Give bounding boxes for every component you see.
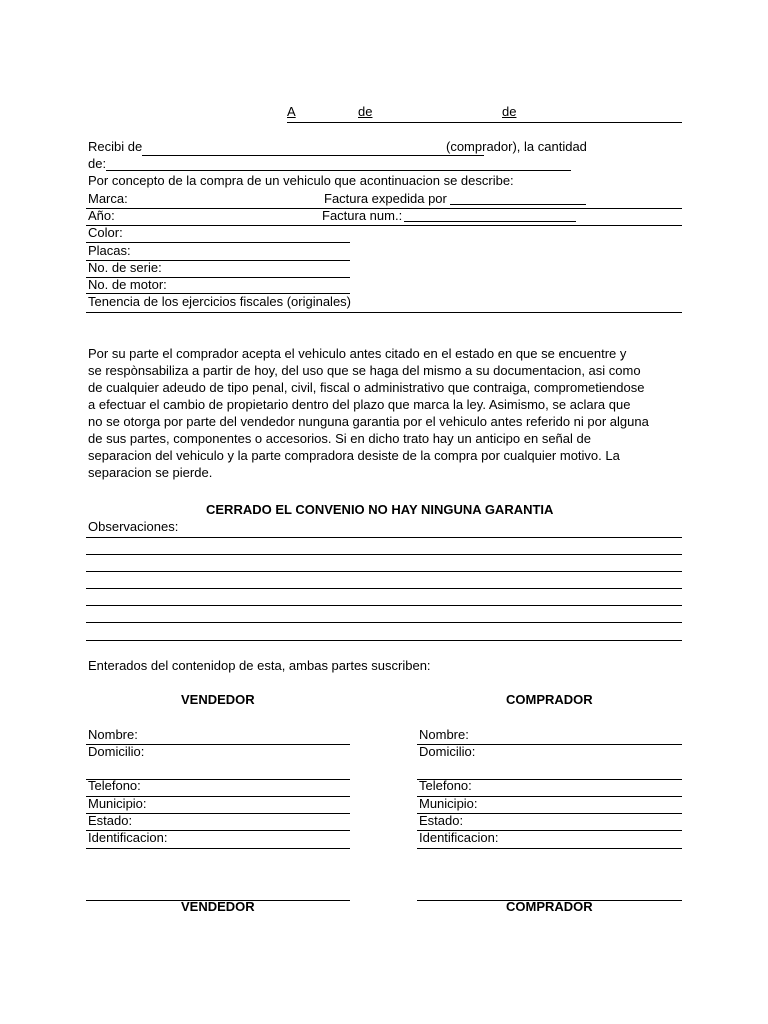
tenencia-line[interactable] bbox=[86, 312, 682, 313]
vendedor-signature-label: VENDEDOR bbox=[181, 899, 255, 914]
header-de-2: de bbox=[502, 104, 517, 119]
vendedor-estado-label: Estado: bbox=[88, 813, 133, 828]
comprador-identificacion-line[interactable] bbox=[417, 848, 682, 849]
factura-expedida-line[interactable] bbox=[450, 204, 586, 205]
observaciones-line[interactable] bbox=[86, 640, 682, 641]
observaciones-line[interactable] bbox=[86, 554, 682, 555]
factura-expedida-label: Factura expedida por bbox=[324, 191, 447, 206]
terms-line: no se otorga por parte del vendedor nunguna garantia por el vehiculo antes referido ni por alguna bbox=[88, 414, 649, 429]
comprador-nombre-label: Nombre: bbox=[419, 727, 469, 742]
observaciones-line[interactable] bbox=[86, 571, 682, 572]
comprador-estado-label: Estado: bbox=[419, 813, 464, 828]
observaciones-line[interactable] bbox=[86, 537, 682, 538]
vendedor-identificacion-line[interactable] bbox=[86, 848, 350, 849]
comprador-identificacion-label: Identificacion: bbox=[419, 830, 499, 845]
vendedor-identificacion-label: Identificacion: bbox=[88, 830, 168, 845]
vendedor-domicilio-label: Domicilio: bbox=[88, 744, 145, 759]
color-label: Color: bbox=[88, 225, 123, 240]
recibi-de-line[interactable] bbox=[142, 155, 484, 156]
observaciones-label: Observaciones: bbox=[88, 519, 179, 534]
observaciones-line[interactable] bbox=[86, 622, 682, 623]
guarantee-notice: CERRADO EL CONVENIO NO HAY NINGUNA GARANTIA bbox=[206, 502, 554, 517]
anio-label: Año: bbox=[88, 208, 115, 223]
cantidad-de-label: de: bbox=[88, 156, 107, 171]
factura-num-line[interactable] bbox=[404, 221, 576, 222]
terms-paragraph bbox=[88, 345, 673, 481]
factura-num-label: Factura num.: bbox=[322, 208, 403, 223]
terms-line: separacion del vehiculo y la parte compradora desiste de la compra por cualquier motivo. La bbox=[88, 448, 620, 463]
comprador-signature-label: COMPRADOR bbox=[506, 899, 593, 914]
header-a: A bbox=[287, 104, 296, 119]
recibi-de-label: Recibi de bbox=[88, 139, 143, 154]
terms-line: Por su parte el comprador acepta el vehiculo antes citado en el estado en que se encuentre y bbox=[88, 346, 627, 361]
terms-line: de cualquier adeudo de tipo penal, civil, fiscal o administrativo que contraiga, comprometiendose bbox=[88, 380, 645, 395]
placas-label: Placas: bbox=[88, 243, 131, 258]
enterados-text: Enterados del contenidop de esta, ambas partes suscriben: bbox=[88, 658, 431, 673]
terms-line: separacion se pierde. bbox=[88, 465, 213, 480]
header-de-1: de bbox=[358, 104, 373, 119]
vendedor-heading: VENDEDOR bbox=[181, 692, 255, 707]
observaciones-line[interactable] bbox=[86, 605, 682, 606]
comprador-domicilio-label: Domicilio: bbox=[419, 744, 476, 759]
vendedor-municipio-label: Municipio: bbox=[88, 796, 147, 811]
motor-label: No. de motor: bbox=[88, 277, 167, 292]
comprador-municipio-label: Municipio: bbox=[419, 796, 478, 811]
observaciones-line[interactable] bbox=[86, 588, 682, 589]
terms-line: a efectuar el cambio de propietario dentro del plazo que marca la ley. Asimismo, se aclara que bbox=[88, 397, 631, 412]
terms-line: se respònsabiliza a partir de hoy, del uso que se haga del mismo a su documentacion, asi como bbox=[88, 363, 641, 378]
vendedor-nombre-label: Nombre: bbox=[88, 727, 138, 742]
anio-line[interactable] bbox=[86, 225, 682, 226]
comprador-telefono-label: Telefono: bbox=[419, 778, 472, 793]
marca-label: Marca: bbox=[88, 191, 128, 206]
comprador-heading: COMPRADOR bbox=[506, 692, 593, 707]
terms-line: de sus partes, componentes o accesorios. Si en dicho trato hay un anticipo en señal de bbox=[88, 431, 591, 446]
cantidad-line[interactable] bbox=[106, 170, 571, 171]
vendedor-telefono-label: Telefono: bbox=[88, 778, 141, 793]
header-line bbox=[287, 122, 682, 123]
concepto-text: Por concepto de la compra de un vehiculo que acontinuacion se describe: bbox=[88, 173, 514, 188]
serie-label: No. de serie: bbox=[88, 260, 162, 275]
tenencia-label: Tenencia de los ejercicios fiscales (originales) bbox=[88, 294, 352, 309]
comprador-cantidad-label: (comprador), la cantidad bbox=[446, 139, 587, 154]
